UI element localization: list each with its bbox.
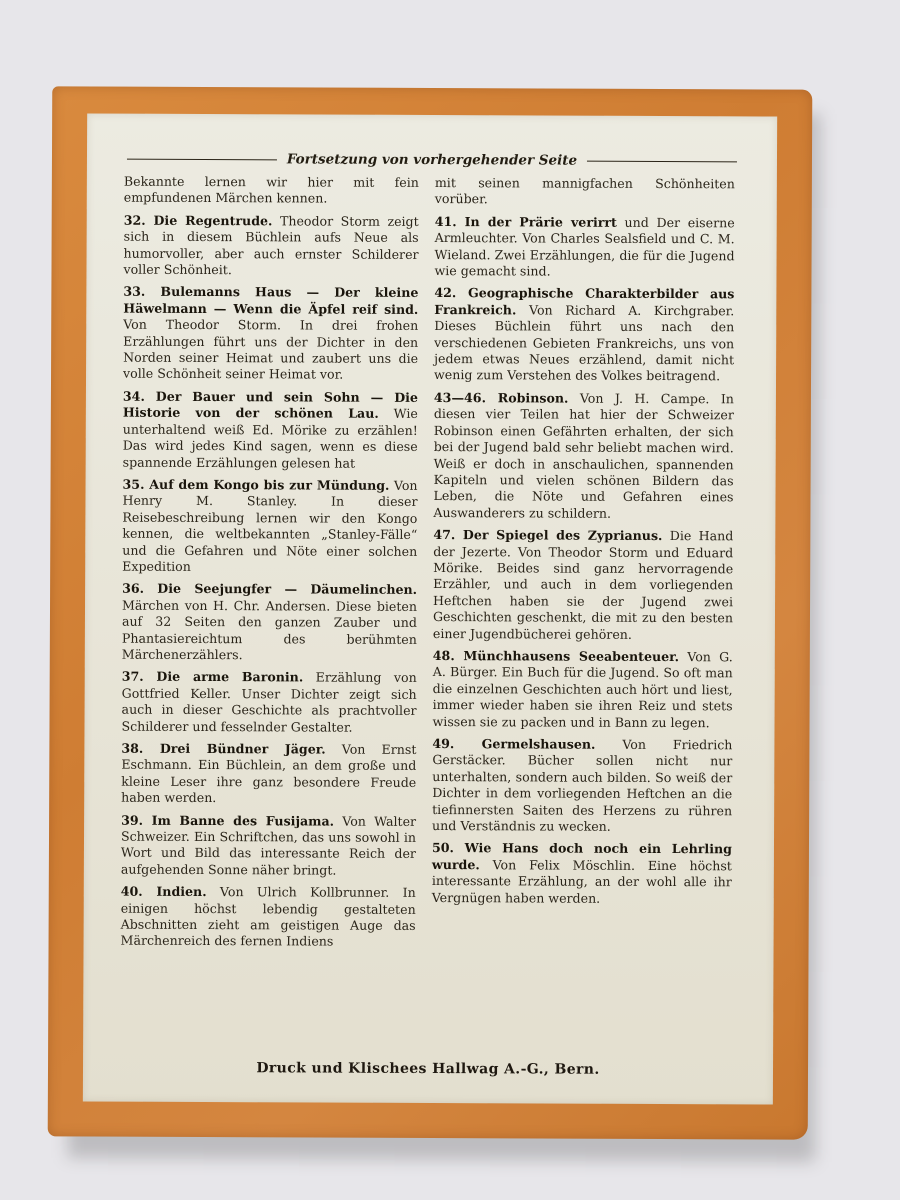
- book-entry-title: 50. Wie Hans doch noch ein Lehrling wurde.: [431, 840, 733, 873]
- book-entry-title: 40. Indien.: [120, 883, 207, 900]
- book-entry-title: 48. Münchhausens Seeabenteuer.: [432, 647, 680, 665]
- book-entry-text: Von Ulrich Kollbrunner. In einigen höchst lebendig gestalteten Abschnitten zieht am geistigen Auge das Märchenreich des fernen Indiens: [120, 884, 416, 950]
- booklet-cover: [48, 86, 813, 1139]
- left-column: [121, 174, 419, 957]
- book-entry: [121, 884, 416, 951]
- book-entry: [123, 212, 418, 279]
- book-entry: [121, 812, 416, 879]
- book-entry-text: Bekannte lernen wir hier mit fein empfundenen Märchen kennen.: [123, 173, 419, 206]
- book-entry-text: Wie unterhaltend weiß Ed. Mörike zu erzählen! Das wird jedes Kind sagen, wenn es diese spannende Erzählungen gelesen hat: [122, 406, 418, 471]
- page-panel: [83, 113, 777, 1104]
- header-text: Fortsetzung von vorhergehender Seite: [286, 151, 578, 169]
- book-entry-text: Theodor Storm zeigt sich in diesem Büchlein aufs Neue als humorvoller, aber auch ernster Schilderer voller Schönheit.: [123, 213, 419, 278]
- book-entry-text: Von Friedrich Gerstäcker. Bücher sollen nicht nur unterhalten, sondern auch bilden. So weiß der Dichter in dem vorliegenden Heftchen an die tiefinnersten Saiten des Herzens zu rühren und Verständnis zu wecken.: [432, 736, 733, 834]
- book-entry: [121, 669, 416, 736]
- book-entry-title: 42. Geographische Charakterbilder aus Frankreich.: [434, 285, 735, 318]
- book-entry: [123, 284, 418, 384]
- book-entry-text: Märchen von H. Chr. Andersen. Diese bieten auf 32 Seiten den ganzen Zauber und Phantasiereichtum des berühmten Märchenerzählers.: [121, 597, 418, 663]
- book-entry-text: Die Hand der Jezerte. Von Theodor Storm und Eduard Mörike. Beides sind ganz hervorragende Erzähler, und auch in dem vorliegenden Heftchen haben sie der Jugend zwei Geschichten geschenkt, die mit zu den besten einer Jugendbücherei gehören.: [432, 528, 734, 642]
- book-entry: [434, 214, 734, 281]
- book-entry-text: Von J. H. Campe. In diesen vier Teilen hat hier der Schweizer Robinson einen Gefährten erhalten, der sich bei der Jugend bald sehr beliebt machen wird. Weiß er doch in anschaulichen, spannenden Kapiteln und vielen schönen Bildern das Leben, die Nöte und Gefahren eines Auswanderers zu schildern.: [433, 390, 734, 521]
- book-entry: [435, 175, 735, 209]
- book-entry-text: Von Henry M. Stanley. In dieser Reisebeschreibung lernen wir den Kongo kennen, die weltbekannten „Stanley-Fälle“ und die Gefahren und Nöte einer solchen Expedition: [122, 477, 418, 574]
- continuation-header: [127, 148, 737, 173]
- book-entry-title: 41. In der Prärie verirrt: [434, 213, 617, 230]
- book-entry-title: 33. Bulemanns Haus — Der kleine Häwelmann — Wenn die Äpfel reif sind.: [123, 284, 419, 317]
- right-column: [432, 175, 735, 913]
- header-rule-left: [127, 158, 277, 160]
- book-entry-title: 49. Germelshausen.: [432, 736, 596, 752]
- header-rule-right: [587, 160, 737, 162]
- book-entry-title: 34. Der Bauer und sein Sohn — Die Historie von der schönen Lau.: [122, 388, 418, 422]
- book-entry: [434, 285, 734, 385]
- book-entry-title: 47. Der Spiegel des Zyprianus.: [433, 527, 663, 544]
- book-entry-title: 43—46. Robinson.: [433, 389, 569, 406]
- book-entry-text: Von Ernst Eschmann. Ein Büchlein, an dem große und kleine Leser ihre ganz besondere Freude haben werden.: [121, 741, 417, 806]
- book-entry: [122, 581, 417, 664]
- book-entry-text: Von Theodor Storm. In drei frohen Erzählungen führt uns der Dichter in den Norden seiner Heimat und zaubert uns die volle Schönheit seiner Heimat vor.: [123, 316, 419, 383]
- book-entry: [433, 390, 734, 523]
- book-entry-text: mit seinen mannigfachen Schönheiten vorüber.: [434, 175, 735, 207]
- book-entry-text: Von G. A. Bürger. Ein Buch für die Jugend. So oft man die einzelnen Geschichten auch hört und liest, immer wieder haben sie ihren Reiz und stets wissen sie zu packen und in Bann zu legen.: [432, 649, 733, 730]
- book-entry-text: und Der eiserne Armleuchter. Von Charles Sealsfield und C. M. Wieland. Zwei Erzählungen, die für die Jugend wie gemacht sind.: [434, 214, 735, 279]
- book-entry-text: Erzählung von Gottfried Keller. Unser Dichter zeigt sich auch in dieser Geschichte als prachtvoller Schilderer und fesselnder Gestalter.: [121, 669, 417, 735]
- book-entry-text: Von Richard A. Kirchgraber. Dieses Büchlein führt uns nach den verschiedenen Gebieten Frankreichs, uns von jedem etwas Neues erzählend, damit nicht wenig zum Verstehen des Volkes beitragend.: [434, 302, 735, 384]
- printer-imprint: Druck und Klischees Hallwag A.-G., Bern.: [256, 1060, 600, 1078]
- book-entry: [433, 527, 733, 643]
- book-entry: [432, 648, 732, 731]
- book-entry: [123, 389, 418, 472]
- book-entry-title: 32. Die Regentrude.: [123, 212, 273, 229]
- book-entry-text: Von Walter Schweizer. Ein Schriftchen, das uns sowohl in Wort und Bild das interessante Reich der aufgehenden Sonne näher bringt.: [120, 813, 417, 878]
- book-entry-text: Von Felix Möschlin. Eine höchst interessante Erzählung, an der wohl alle ihr Vergnügen haben werden.: [431, 857, 732, 906]
- book-entry-title: 39. Im Banne des Fusijama.: [121, 812, 335, 829]
- book-entry: [432, 736, 732, 836]
- book-entry: [432, 840, 732, 907]
- book-entry-title: 36. Die Seejungfer — Däumelinchen.: [122, 581, 418, 598]
- book-entry-title: 38. Drei Bündner Jäger.: [121, 740, 326, 757]
- book-entry-title: 35. Auf dem Kongo bis zur Mündung.: [122, 476, 390, 493]
- book-entry: [124, 174, 419, 208]
- book-entry: [121, 741, 416, 808]
- book-entry-title: 37. Die arme Baronin.: [121, 669, 304, 685]
- book-entry: [122, 477, 417, 577]
